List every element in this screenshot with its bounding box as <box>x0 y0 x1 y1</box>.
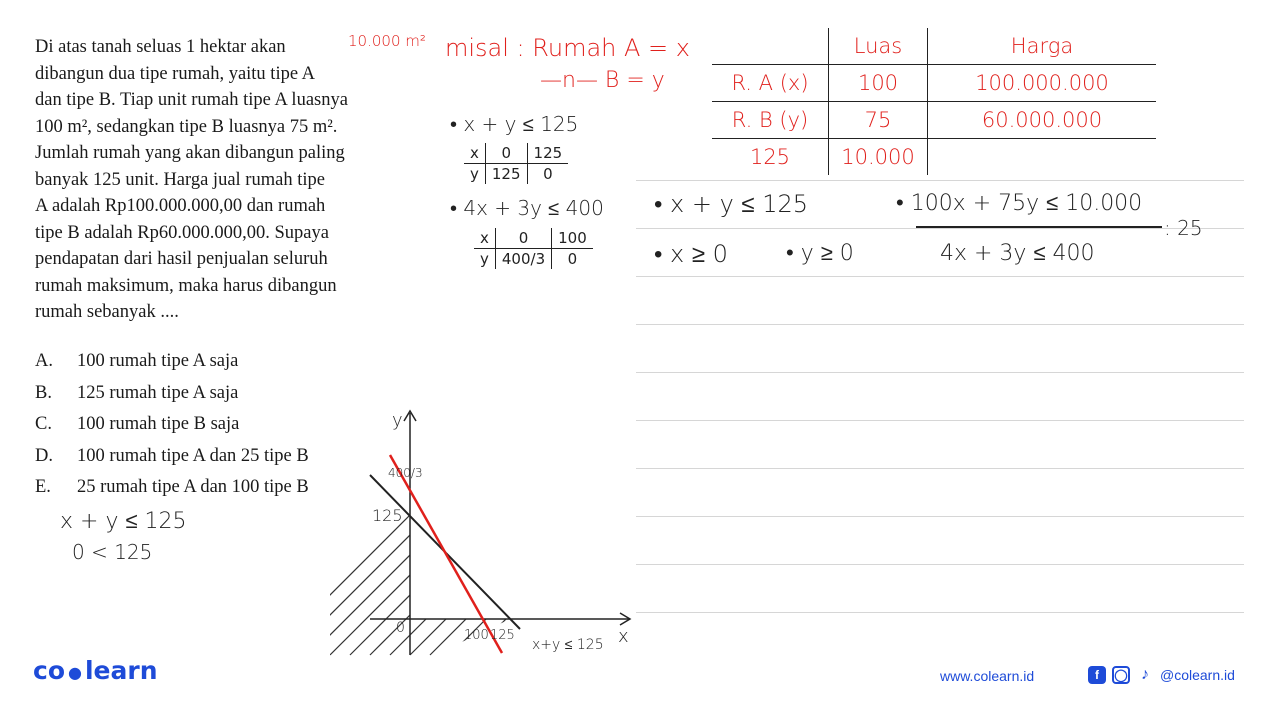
graph-x-label: x <box>618 626 629 647</box>
ruled-line <box>636 324 1244 325</box>
division-bar <box>916 226 1162 228</box>
option-b[interactable]: B. 125 rumah tipe A saja <box>35 382 239 403</box>
feasible-region-graph <box>330 405 650 665</box>
misal-line-2: —n— B = y <box>540 68 665 93</box>
problem-text: Di atas tanah seluas 1 hektar akan dibangun dua tipe rumah, yaitu tipe A dan tipe B. Tiap unit rumah tipe A luasnya 100 m², sedangkan tipe B luasnya 75 m². Jumlah rumah yang akan dibangun paling banyak 125 unit. Harga jual rumah tipe A adalah Rp100.000.000,00 dan rumah tipe B adalah Rp60.000.000,00. Supaya pendapatan dari hasil penjualan seluruh rumah maksimum, maka harus dibangun rumah sebanyak .... <box>35 37 348 322</box>
graph-x-tick-100: 100 <box>464 628 489 643</box>
price-table: Luas Harga R. A (x) 100 100.000.000 R. B (y) 75 60.000.000 125 10.000 <box>712 28 1156 175</box>
graph-y-label: y <box>392 410 403 431</box>
model-constraint-3: • x ≥ 0 <box>654 240 728 268</box>
ruled-line <box>636 276 1244 277</box>
graph-y-tick-125: 125 <box>372 506 403 525</box>
social-links <box>1088 666 1235 684</box>
option-a[interactable]: A. 100 rumah tipe A saja <box>35 351 239 371</box>
option-c[interactable]: C. 100 rumah tipe B saja <box>35 414 240 434</box>
graph-x-tick-125: 125 <box>490 628 515 643</box>
ruled-line <box>636 180 1244 181</box>
ruled-line <box>636 228 1244 229</box>
instagram-icon[interactable]: ◯ <box>1112 666 1130 684</box>
value-table-1: x 0 125 y 125 0 <box>464 143 568 184</box>
social-handle: @colearn.id <box>1160 667 1235 683</box>
colearn-logo: co ● learn <box>33 656 158 685</box>
facebook-icon[interactable]: f <box>1088 666 1106 684</box>
constraint-line-4x-plus-3y <box>390 455 502 653</box>
ruled-line <box>636 420 1244 421</box>
graph-line-label: x+y ≤ 125 <box>532 637 604 653</box>
ruled-line <box>636 612 1244 613</box>
area-note: 10.000 m² <box>348 32 426 50</box>
tiktok-icon[interactable]: ♪ <box>1141 666 1149 683</box>
model-constraint-1: • x + y ≤ 125 <box>654 190 809 218</box>
model-constraint-2: • 100x + 75y ≤ 10.000 <box>896 191 1143 216</box>
answer-options <box>35 346 309 504</box>
divide-by-25: : 25 <box>1164 216 1203 240</box>
test-point-line-1: x + y ≤ 125 <box>60 509 187 534</box>
problem-statement <box>35 34 415 326</box>
option-e[interactable]: E. 25 rumah tipe A dan 100 tipe B <box>35 477 309 497</box>
ruled-line <box>636 468 1244 469</box>
inequality-2: • 4x + 3y ≤ 400 <box>450 196 604 220</box>
graph-y-tick-top: 400/3 <box>388 466 423 480</box>
graph-origin-label: 0 <box>396 620 405 636</box>
value-table-2: x 0 100 y 400/3 0 <box>474 228 593 269</box>
ruled-line <box>636 564 1244 565</box>
misal-line-1: misal : Rumah A = x <box>445 34 690 62</box>
inequality-1: • x + y ≤ 125 <box>450 112 579 136</box>
option-d[interactable]: D. 100 rumah tipe A dan 25 tipe B <box>35 445 309 466</box>
website-link[interactable]: www.colearn.id <box>940 668 1035 684</box>
ruled-line <box>636 372 1244 373</box>
ruled-line <box>636 516 1244 517</box>
test-point-line-2: 0 < 125 <box>72 540 153 564</box>
model-constraint-4: • y ≥ 0 <box>786 241 854 266</box>
model-constraint-5: 4x + 3y ≤ 400 <box>940 241 1095 266</box>
